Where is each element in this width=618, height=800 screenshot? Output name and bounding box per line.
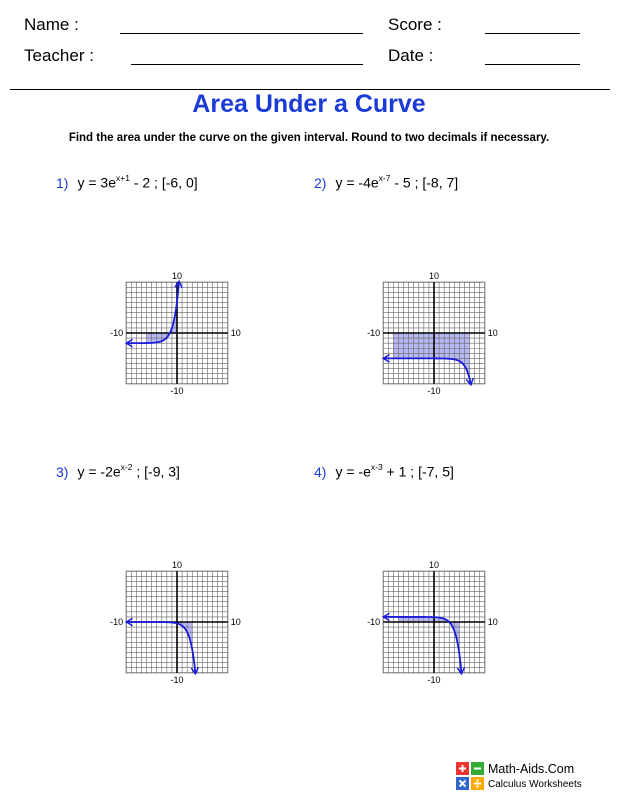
y-max-label: 10 [171,271,183,282]
name-label: Name : [24,15,79,34]
teacher-label: Teacher : [24,46,94,65]
equation-exponent: x-7 [378,173,391,183]
problem-number: 4) [314,463,327,480]
y-min-label: -10 [427,674,441,685]
problem-number: 1) [56,174,69,191]
equation-suffix: - 2 ; [-6, 0] [129,174,198,191]
x-min-label: -10 [367,617,381,627]
y-max-label: 10 [428,271,440,282]
date-label: Date : [388,46,434,65]
graph-2 [367,271,498,396]
score-label: Score : [388,15,442,34]
y-max-label: 10 [171,560,183,571]
equation-prefix: y = -2e [77,463,121,480]
graph-3 [110,560,241,685]
x-min-label: -10 [110,328,124,338]
graph-4 [367,560,498,685]
x-max-label: 10 [487,328,498,338]
math-aids-logo-icon [455,761,485,791]
problem-number: 3) [56,463,69,480]
function-curve [383,617,461,674]
x-min-label: -10 [110,617,124,627]
equation-prefix: y = 3e [77,174,116,191]
equation-exponent: x+1 [115,173,130,183]
equation-suffix: ; [-9, 3] [132,463,180,480]
equation-prefix: y = -e [335,463,371,480]
y-min-label: -10 [170,674,184,685]
equation-exponent: x-3 [370,462,383,472]
y-min-label: -10 [170,385,184,396]
equation-suffix: + 1 ; [-7, 5] [382,463,454,480]
problem-number: 2) [314,174,327,191]
page-title: Area Under a Curve [192,90,426,118]
x-max-label: 10 [487,617,498,627]
equation-exponent: x-2 [120,462,133,472]
function-curve [383,358,471,384]
x-min-label: -10 [367,328,381,338]
instructions: Find the area under the curve on the given interval. Round to two decimals if necessary. [68,132,550,144]
shaded-area [393,333,469,379]
footer-logo [455,759,615,795]
equation-prefix: y = -4e [335,174,379,191]
x-max-label: 10 [230,617,241,627]
footer-site: Math-Aids.Com [488,762,575,776]
footer-subtitle: Calculus Worksheets [488,779,582,790]
equation-suffix: - 5 ; [-8, 7] [390,174,459,191]
graph-1 [110,271,241,396]
x-max-label: 10 [230,328,241,338]
y-max-label: 10 [428,560,440,571]
y-min-label: -10 [427,385,441,396]
